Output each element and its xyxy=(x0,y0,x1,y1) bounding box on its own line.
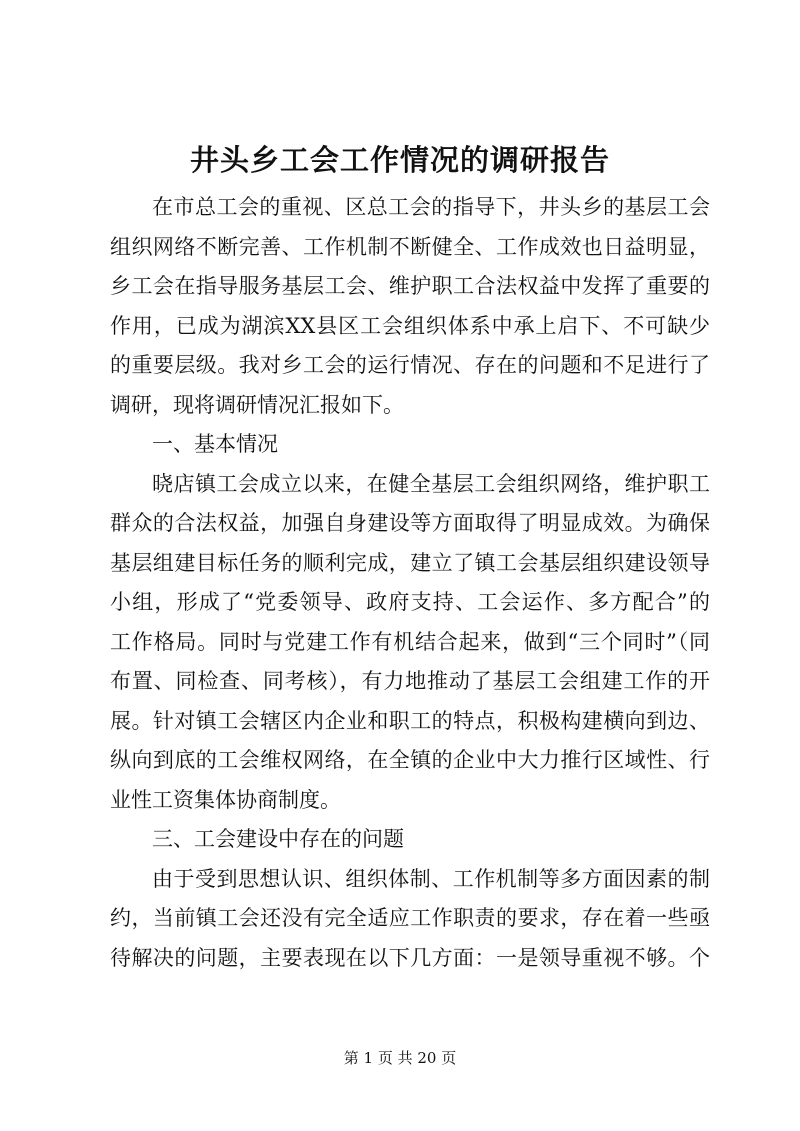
text-line: 由于受到思想认识、组织体制、工作机制等多方面因素的制 xyxy=(152,867,710,891)
text-line: 的重要层级。我对乡工会的运行情况、存在的问题和不足进行了 xyxy=(110,353,710,377)
text-line: 作用，已成为湖滨XX县区工会组织体系中承上启下、不可缺少 xyxy=(110,314,710,338)
page-number-footer: 第 1 页 共 20 页 xyxy=(343,1049,457,1067)
document-title: 井头乡工会工作情况的调研报告 xyxy=(189,143,610,177)
section-heading-basic: 一、基本情况 xyxy=(152,432,278,456)
text-line: 展。针对镇工会辖区内企业和职工的特点，积极构建横向到边、 xyxy=(110,709,710,733)
text-line: 在市总工会的重视、区总工会的指导下，井头乡的基层工会 xyxy=(152,195,710,219)
text-line: 小组，形成了“党委领导、政府支持、工会运作、多方配合”的 xyxy=(110,590,710,614)
text-line: 基层组建目标任务的顺利完成，建立了镇工会基层组织建设领导 xyxy=(110,551,710,575)
text-line: 约，当前镇工会还没有完全适应工作职责的要求，存在着一些亟 xyxy=(110,906,710,930)
text-line: 待解决的问题，主要表现在以下几方面：一是领导重视不够。个 xyxy=(110,946,710,970)
text-line: 群众的合法权益，加强自身建设等方面取得了明显成效。为确保 xyxy=(110,511,710,535)
text-line: 组织网络不断完善、工作机制不断健全、工作成效也日益明显， xyxy=(110,235,710,259)
text-line: 业性工资集体协商制度。 xyxy=(110,788,341,812)
text-line: 乡工会在指导服务基层工会、维护职工合法权益中发挥了重要的 xyxy=(110,274,710,298)
text-line: 纵向到底的工会维权网络，在全镇的企业中大力推行区域性、行 xyxy=(110,748,710,772)
section-heading-problems: 三、工会建设中存在的问题 xyxy=(152,827,404,851)
text-line: 晓店镇工会成立以来，在健全基层工会组织网络，维护职工 xyxy=(152,472,710,496)
text-line: 工作格局。同时与党建工作有机结合起来，做到“三个同时”（同 xyxy=(110,630,710,654)
text-line: 调研，现将调研情况汇报如下。 xyxy=(110,393,404,417)
text-line: 布置、同检查、同考核），有力地推动了基层工会组建工作的开 xyxy=(110,669,710,693)
